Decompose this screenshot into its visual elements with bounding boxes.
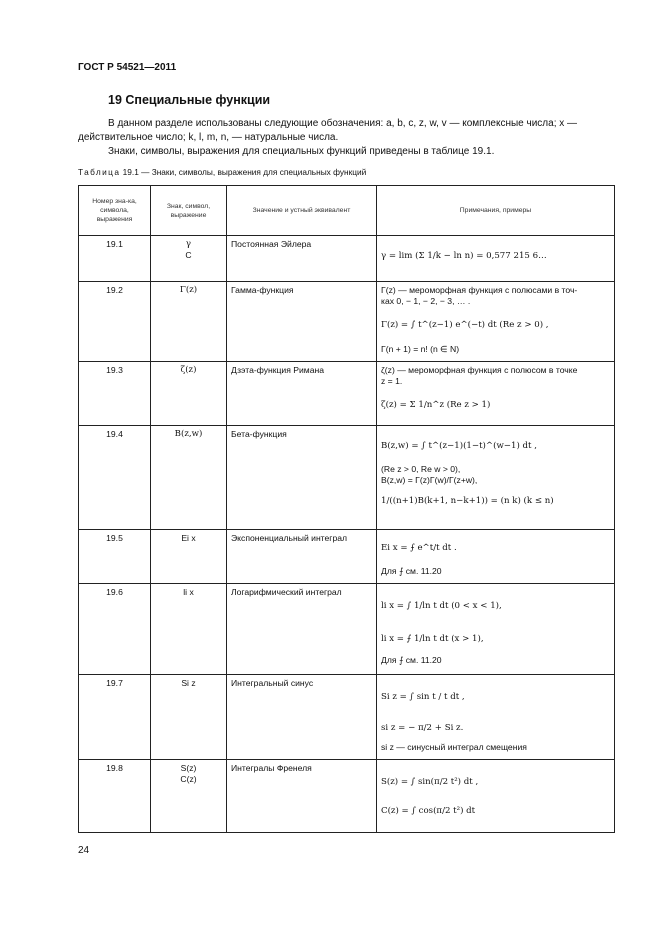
row-meaning: Экспоненциальный интеграл xyxy=(227,530,377,584)
row-notes xyxy=(377,426,615,530)
row-notes xyxy=(377,282,615,362)
symbol-line: S(z) xyxy=(180,763,197,773)
table-caption-prefix: Таблица xyxy=(78,167,121,177)
note-line: Si z = ∫ sin t / t dt , xyxy=(381,692,465,702)
row-notes xyxy=(377,584,615,675)
table-row xyxy=(79,760,615,833)
note-line: γ = lim (Σ 1/k − ln n) = 0,577 215 6… xyxy=(381,251,547,261)
row-number: 19.3 xyxy=(79,362,151,426)
row-notes xyxy=(377,530,615,584)
table-row xyxy=(79,426,615,530)
row-number: 19.1 xyxy=(79,236,151,282)
row-number: 19.5 xyxy=(79,530,151,584)
note-line: C(z) = ∫ cos(π/2 t²) dt xyxy=(381,806,476,816)
row-notes xyxy=(377,760,615,833)
symbol-line: B(z,w) xyxy=(174,429,203,439)
note-line: B(z,w) = Γ(z)Γ(w)/Γ(z+w), xyxy=(381,475,478,485)
row-symbol xyxy=(151,236,227,282)
symbol-line: Γ(z) xyxy=(179,285,198,295)
note-line: Γ(z) — мероморфная функция с полюсами в точ- xyxy=(381,285,578,295)
intro-paragraph-1: В данном разделе использованы следующие обозначения: a, b, c, z, w, v — комплексные числа; x — действительное число; k, l, m, n, — натуральные числа. xyxy=(78,118,578,143)
row-number: 19.8 xyxy=(79,760,151,833)
document-header: ГОСТ Р 54521—2011 xyxy=(78,62,177,73)
row-meaning: Постоянная Эйлера xyxy=(227,236,377,282)
note-line: Γ(n + 1) = n! (n ∈ N) xyxy=(381,344,460,354)
row-symbol xyxy=(151,760,227,833)
symbol-line: ζ(z) xyxy=(180,365,197,375)
note-line: ζ(z) = Σ 1/n^z (Re z > 1) xyxy=(381,400,491,410)
row-notes xyxy=(377,236,615,282)
table-caption-text: 19.1 — Знаки, символы, выражения для специальных функций xyxy=(122,167,367,177)
row-number: 19.2 xyxy=(79,282,151,362)
row-symbol xyxy=(151,584,227,675)
note-line: ζ(z) — мероморфная функция с полюсом в точке xyxy=(381,365,578,375)
table-row xyxy=(79,236,615,282)
table-row xyxy=(79,362,615,426)
note-line: ках 0, − 1, − 2, − 3, … . xyxy=(381,296,471,306)
symbol-line: Si z xyxy=(181,678,196,688)
row-meaning: Бета-функция xyxy=(227,426,377,530)
note-line: li x = ⨍ 1/ln t dt (x > 1), xyxy=(381,634,484,644)
row-meaning: Дзэта-функция Римана xyxy=(227,362,377,426)
row-number: 19.6 xyxy=(79,584,151,675)
row-meaning: Интегральный синус xyxy=(227,675,377,760)
note-line: si z = − π/2 + Si z. xyxy=(381,723,464,733)
table-caption xyxy=(78,167,366,177)
note-line: si z — синусный интеграл смещения xyxy=(381,742,527,752)
special-functions-table xyxy=(78,185,615,833)
row-meaning: Интегралы Френеля xyxy=(227,760,377,833)
row-symbol xyxy=(151,675,227,760)
row-meaning: Логарифмический интеграл xyxy=(227,584,377,675)
note-line: Для ⨍ см. 11.20 xyxy=(381,566,442,576)
header-notes: Примечания, примеры xyxy=(377,186,615,236)
symbol-line: li x xyxy=(183,587,194,597)
note-line: Ei x = ⨍ e^t/t dt . xyxy=(381,543,457,553)
symbol-line: Ei x xyxy=(181,533,196,543)
note-line: Для ⨍ см. 11.20 xyxy=(381,655,442,665)
note-line: Γ(z) = ∫ t^(z−1) e^(−t) dt (Re z > 0) , xyxy=(381,320,549,330)
header-symbol: Знак, символ, выражение xyxy=(151,186,227,236)
header-meaning: Значение и устный эквивалент xyxy=(227,186,377,236)
note-line: z = 1. xyxy=(381,376,403,386)
note-line: (Re z > 0, Re w > 0), xyxy=(381,464,461,474)
symbol-line: C xyxy=(185,250,192,260)
page-number: 24 xyxy=(78,845,90,856)
table-row xyxy=(79,530,615,584)
row-meaning: Гамма-функция xyxy=(227,282,377,362)
row-notes xyxy=(377,675,615,760)
table-header-row xyxy=(79,186,615,236)
row-symbol xyxy=(151,426,227,530)
table-row xyxy=(79,282,615,362)
note-line: 1/((n+1)B(k+1, n−k+1)) = (n k) (k ≤ n) xyxy=(381,496,554,506)
note-line: S(z) = ∫ sin(π/2 t²) dt , xyxy=(381,777,479,787)
row-number: 19.4 xyxy=(79,426,151,530)
symbol-line: γ xyxy=(185,239,192,249)
row-notes xyxy=(377,362,615,426)
section-title: 19 Специальные функции xyxy=(108,93,271,107)
symbol-line: C(z) xyxy=(180,774,197,784)
note-line: B(z,w) = ∫ t^(z−1)(1−t)^(w−1) dt , xyxy=(381,441,537,451)
header-number: Номер зна-ка, символа, выражения xyxy=(79,186,151,236)
row-symbol xyxy=(151,530,227,584)
row-number: 19.7 xyxy=(79,675,151,760)
table-row xyxy=(79,584,615,675)
table-row xyxy=(79,675,615,760)
note-line: li x = ∫ 1/ln t dt (0 < x < 1), xyxy=(381,601,502,611)
row-symbol xyxy=(151,282,227,362)
row-symbol xyxy=(151,362,227,426)
intro-paragraph-2: Знаки, символы, выражения для специальных функций приведены в таблице 19.1. xyxy=(108,146,495,157)
